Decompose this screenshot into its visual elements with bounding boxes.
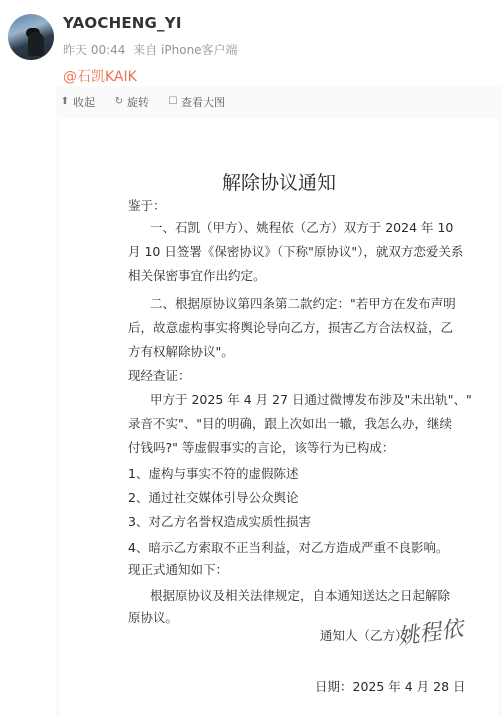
collapse-label: 收起 <box>73 96 95 109</box>
post-source: 来自 iPhone客户端 <box>133 43 238 57</box>
doc-line: 录音不实"、"目的明确，跟上次如出一辙，我怎么办，继续 <box>128 416 453 431</box>
doc-line: 方有权解除协议"。 <box>128 344 234 359</box>
signature: 姚程依 <box>395 616 465 651</box>
doc-line: 现正式通知如下： <box>128 562 229 577</box>
notifier-label: 通知人（乙方）： <box>320 628 414 643</box>
doc-line: 4、暗示乙方索取不正当利益，对乙方造成严重不良影响。 <box>128 540 449 555</box>
post-meta <box>63 41 242 58</box>
rotate-icon: ↻ <box>114 96 124 107</box>
doc-line: 1、虚构与事实不符的虚假陈述 <box>128 466 299 481</box>
document-title: 解除协议通知 <box>221 172 336 194</box>
document-date: 日期：2025 年 4 月 28 日 <box>315 679 466 694</box>
doc-line: 2、通过社交媒体引导公众舆论 <box>128 490 299 505</box>
zoom-icon: ☐ <box>168 96 178 107</box>
doc-line: 3、对乙方名誉权造成实质性损害 <box>128 514 311 529</box>
doc-line: 相关保密事宜作出约定。 <box>128 268 266 283</box>
collapse-button[interactable] <box>60 94 95 110</box>
view-large-label: 查看大图 <box>181 96 225 109</box>
doc-line: 月 10 日签署《保密协议》（下称"原协议"），就双方恋爱关系 <box>128 244 464 259</box>
doc-line: 现经查证： <box>128 368 191 383</box>
view-large-button[interactable] <box>168 94 225 110</box>
media-toolbar <box>56 86 502 116</box>
doc-line: 二、根据原协议第四条第二款约定："若甲方在发布声明 <box>150 296 456 311</box>
post-time[interactable]: 昨天 00:44 <box>63 43 126 57</box>
collapse-icon: ⬆ <box>60 96 70 107</box>
post-header <box>0 0 502 90</box>
avatar-figure <box>28 32 44 56</box>
rotate-label: 旋转 <box>127 96 149 109</box>
doc-line: 根据原协议及相关法律规定，自本通知送达之日起解除 <box>150 588 451 603</box>
rotate-button[interactable] <box>114 94 149 110</box>
doc-line: 一、石凯（甲方）、姚程依（乙方）双方于 2024 年 10 <box>150 220 454 235</box>
doc-line: 鉴于： <box>128 198 166 213</box>
doc-line: 原协议。 <box>128 610 179 625</box>
doc-line: 甲方于 2025 年 4 月 27 日通过微博发布涉及"未出轨"、" <box>150 392 472 407</box>
username[interactable]: YAOCHENG_YI <box>63 14 182 32</box>
doc-line: 付钱吗?" 等虚假事实的言论，该等行为已构成： <box>128 440 395 455</box>
doc-line: 后，故意虚构事实将舆论导向乙方，损害乙方合法权益，乙 <box>128 320 454 335</box>
avatar[interactable] <box>8 14 54 60</box>
mention-link[interactable]: @石凯KAIK <box>63 69 137 85</box>
